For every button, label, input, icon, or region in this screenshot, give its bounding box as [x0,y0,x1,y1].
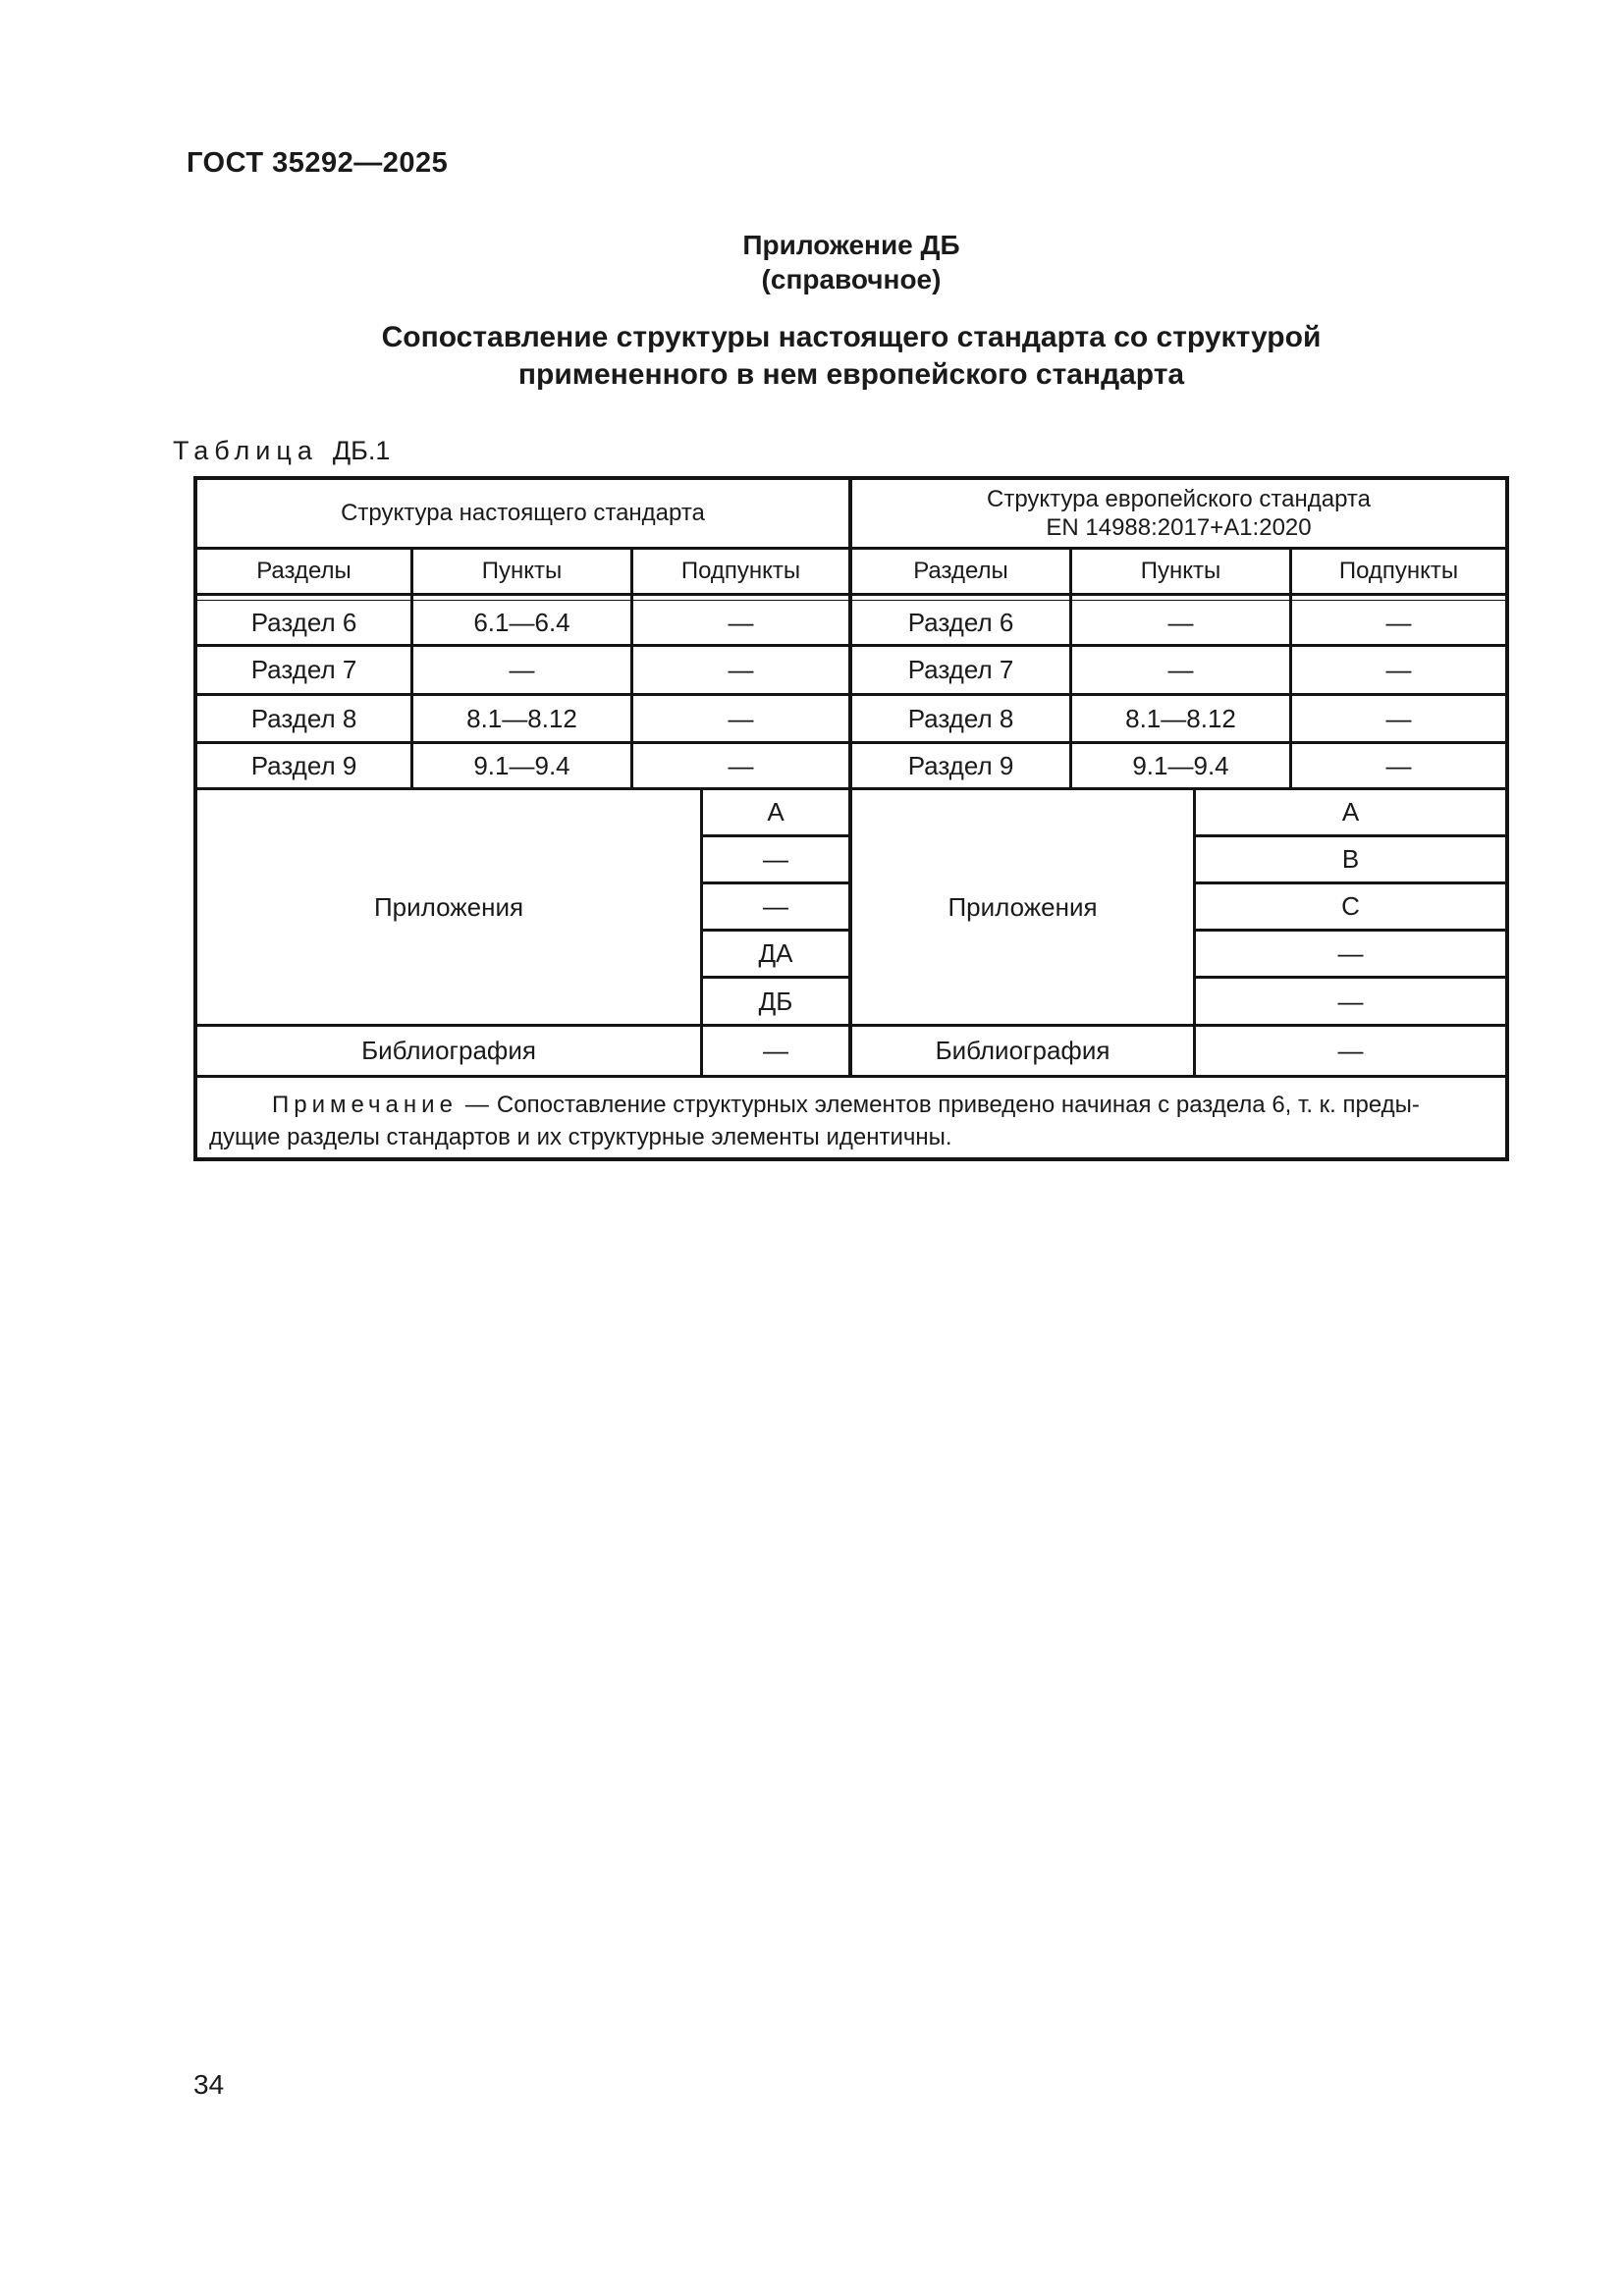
table-cell: — [1292,696,1505,744]
table-cell: — [1072,601,1292,647]
comparison-table [193,476,1509,1161]
table-cell: 8.1—8.12 [1072,696,1292,744]
group-header-right-line2: EN 14988:2017+A1:2020 [1046,514,1312,541]
table-note-text-line2: дущие разделы стандартов и их структурные элементы идентичны. [209,1124,952,1150]
table-cell: — [1292,647,1505,696]
table-note-separator: — [464,1092,489,1118]
group-header-right [852,480,1505,550]
table-cell: Раздел 6 [852,601,1072,647]
table-cell: 8.1—8.12 [413,696,633,744]
annex-subitem-cell: ДА [703,932,852,979]
annex-label-cell: Приложения [197,790,703,1027]
page-number: 34 [193,2069,225,2100]
table-cell: — [633,744,852,790]
table-cell: — [413,647,633,696]
annex-subitem-cell: — [703,837,852,884]
table-cell: Раздел 9 [197,744,413,790]
column-header-cell: Разделы [197,550,413,596]
appendix-title-line1: Сопоставление структуры настоящего стандарта со структурой [381,321,1322,353]
doc-code: ГОСТ 35292—2025 [187,147,449,179]
table-cell: 6.1—6.4 [413,601,633,647]
annex-subitem-cell: A [1196,790,1505,837]
table-cell: Раздел 7 [197,647,413,696]
table-cell: — [633,601,852,647]
table-caption-number: ДБ.1 [332,436,391,465]
group-header-right-line1: Структура европейского стандарта [987,486,1371,512]
table-cell: 9.1—9.4 [1072,744,1292,790]
column-header-cell: Пункты [1072,550,1292,596]
column-header-cell: Подпункты [633,550,852,596]
bibliography-cell: Библиография [852,1027,1196,1078]
annex-subitem-cell: ДБ [703,979,852,1027]
table-cell: — [633,647,852,696]
table-cell: Раздел 7 [852,647,1072,696]
table-cell: Раздел 8 [852,696,1072,744]
table-cell: Раздел 8 [197,696,413,744]
annex-subitem-cell: C [1196,884,1505,932]
table-cell: — [633,696,852,744]
column-header-cell: Подпункты [1292,550,1505,596]
annex-subitem-cell: — [1196,979,1505,1027]
appendix-kind: (справочное) [761,264,942,294]
bibliography-cell: Библиография [197,1027,703,1078]
annex-subitem-cell: А [703,790,852,837]
annex-subitem-cell: — [703,884,852,932]
table-cell: Раздел 6 [197,601,413,647]
table-cell: 9.1—9.4 [413,744,633,790]
column-header-cell: Пункты [413,550,633,596]
table-caption-word: Таблица [173,436,318,465]
column-header-cell: Разделы [852,550,1072,596]
table-caption [173,436,390,466]
annex-label-cell: Приложения [852,790,1196,1027]
table-note-text-line1: Сопоставление структурных элементов приведено начиная с раздела 6, т. к. преды- [496,1092,1420,1118]
table-cell: — [1292,744,1505,790]
appendix-label: Приложение ДБ [742,230,960,260]
appendix-title-line2: примененного в нем европейского стандарта [517,358,1185,391]
table-cell: Раздел 9 [852,744,1072,790]
bibliography-sub-cell: — [1196,1027,1505,1078]
table-note [197,1078,1505,1157]
table-cell: — [1292,601,1505,647]
group-header-left: Структура настоящего стандарта [197,480,852,550]
bibliography-sub-cell: — [703,1027,852,1078]
annex-subitem-cell: — [1196,932,1505,979]
annex-subitem-cell: B [1196,837,1505,884]
table-cell: — [1072,647,1292,696]
table-note-label: Примечание [272,1092,458,1118]
